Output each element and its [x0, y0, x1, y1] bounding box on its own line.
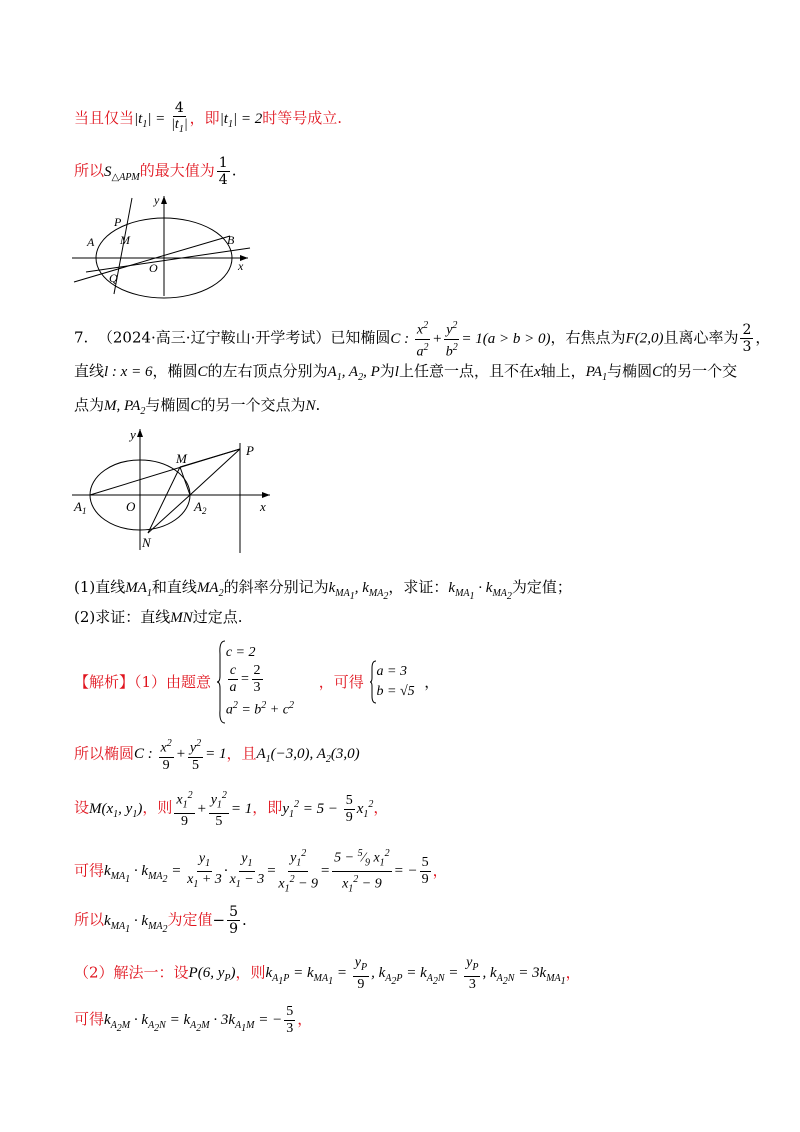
text-segment: 所以椭圆 [74, 744, 135, 763]
question-1: (1)直线$MA_1$和直线$MA_2$的斜率分别记为$k_{MA_1}$, $k_{MA_2}$，求证：$k_{MA_1} \cdot k_{MA_2}$为定值； [74, 578, 572, 602]
text-segment: 和直线 [151, 578, 197, 596]
text-segment: 的左右顶点分别为 [207, 362, 328, 380]
figure-ellipse-1 [70, 190, 260, 300]
solution-intro: 【解析】（1）由题意 c = 2 $\frac{c}{a}$ = $\frac{2}{3}$ $a^2 = b^2 + c^2$ ，可得 a = 3 b = √5 ， [74, 640, 439, 724]
text-segment: (2)求证：直线 [74, 608, 171, 626]
text-segment: 可得 [74, 861, 105, 880]
label-x: x [238, 259, 244, 273]
text-segment: ，右焦点为 [550, 328, 626, 347]
text-segment: 可得 [74, 1009, 105, 1028]
problem-7-line-2: 直线l : x = 6，椭圆C的左右顶点分别为$A_1$, $A_2$, P为l上任意一点，且不在x轴上，$PA_1$与椭圆C的另一个交 [74, 362, 738, 383]
label-M: M [120, 233, 130, 247]
solution-product: 可得$k_{MA_1} \cdot k_{MA_2}$ = $\frac{y_1}{x_1 + 3}$ · $\frac{y_1}{x_1 - 3}$ = $\frac{y_1^2}{x_1^2 - 9}$ = $\frac{5 - ^5⁄_9 x_1^2}{x_1^2 - 9}$ = − $\frac{5}{9}$ ， [74, 848, 448, 895]
text-segment: ，即 [252, 798, 283, 817]
problem-7-line-3: 点为M, $PA_2$与椭圆C的另一个交点为N. [74, 396, 321, 417]
text-segment: 为定值； [511, 578, 572, 596]
math-frac-4-over-t1: $\frac{4}{|t_1|}$ [171, 100, 188, 135]
text-segment: 时等号成立. [262, 108, 343, 127]
label-x: x [260, 499, 266, 514]
label-N: N [142, 535, 151, 550]
text-segment: ，且 [226, 744, 257, 763]
text-segment: 点为 [74, 396, 105, 414]
figure-ellipse-2 [70, 425, 280, 555]
text-segment: （1）由题意 [134, 673, 212, 691]
label-O: O [126, 499, 136, 514]
text-segment: 为 [379, 362, 395, 380]
label-y: y [130, 427, 136, 442]
line-max-area: 所以$S_{\triangle APM}$的最大值为 $\frac{1}{4}$ . [74, 155, 237, 188]
problem-source: （2024·高三·辽宁鞍山·开学考试）已知椭圆 [97, 328, 391, 347]
text-segment: 的斜率分别记为 [223, 578, 329, 596]
text-segment: 且离心率为 [663, 328, 739, 347]
text-segment: (1)直线 [74, 578, 126, 596]
text-segment: ，可得 [318, 673, 364, 691]
question-2: (2)求证：直线MN过定点. [74, 608, 243, 626]
label-P: P [246, 443, 254, 458]
solution-constant: 所以$k_{MA_1} \cdot k_{MA_2}$为定值− $\frac{5}{9}$ . [74, 904, 247, 937]
text-segment: 的另一个交点为 [200, 396, 306, 414]
math-system-1: c = 2 $\frac{c}{a}$ = $\frac{2}{3}$ $a^2 = b^2 + c^2$ [216, 640, 294, 724]
label-M: M [176, 451, 187, 466]
label-A2: $A_2$ [194, 499, 207, 516]
text-segment: 为定值 [167, 910, 213, 929]
text-segment: 所以 [74, 910, 105, 929]
text-segment: 轴上， [540, 362, 586, 380]
text-segment: ，椭圆 [152, 362, 198, 380]
text-segment: 当且仅当 [74, 108, 135, 127]
text-segment: 的另一个交 [662, 362, 738, 380]
text-segment: （2）解法一：设 [74, 963, 189, 982]
text-segment: 所以 [74, 161, 105, 180]
text-segment: 设 [74, 798, 90, 817]
math-frac-2-3: $\frac{2}{3}$ [742, 322, 752, 356]
math-abs-t1: $|t_1|$ = [134, 110, 170, 130]
text-segment: ，求证： [388, 578, 449, 596]
math-area-apm: $S_{\triangle APM}$ [104, 163, 140, 183]
solution-point-m: 设$M(x_1$, $y_1$)，则 $\frac{x_1^2}{9}$ + $\frac{y_1^2}{5}$ = 1，即$y_1^2 = 5$ − $\frac{5}{9}$ $x_1^2$， [74, 790, 389, 830]
label-Q: Q [109, 271, 118, 285]
solution-final: 可得$k_{A_2M} \cdot k_{A_2N} = k_{A_2M} \cdot 3k_{A_1M}$ = − $\frac{5}{3}$ ， [74, 1004, 313, 1036]
text-segment: ，则 [235, 963, 266, 982]
text-segment: 过定点. [192, 608, 243, 626]
label-O: O [149, 261, 158, 275]
label-B: B [227, 233, 235, 247]
text-segment: 与椭圆 [607, 362, 653, 380]
math-line-l: l : x = 6 [104, 364, 153, 380]
text-segment: 与椭圆 [145, 396, 191, 414]
problem-number: 7. [74, 328, 89, 347]
math-system-2: a = 3 b = √5 [369, 660, 415, 704]
solution-part-2: （2）解法一：设P(6, $y_P$)，则$k_{A_1P} = k_{MA_1}$ = $\frac{y_P}{9}$ , $k_{A_2P} = k_{A_2N}$ = $\frac{y_P}{3}$ , $k_{A_2N} = 3k_{MA_1}$， [74, 955, 581, 992]
label-y: y [154, 193, 160, 207]
math-t1-eq-2: $|t_1| = 2$ [219, 110, 263, 130]
text-segment: ，则 [142, 798, 173, 817]
problem-7-line-1: 7. （2024·高三·辽宁鞍山·开学考试）已知椭圆C : $\frac{x^2}{a^2}$ + $\frac{y^2}{b^2}$ = 1(a > b > 0)，右焦点为F(2,0)且离心率为 $\frac{2}{3}$ ， [74, 320, 771, 360]
line-equality-condition: 当且仅当$|t_1|$ = $\frac{4}{|t_1|}$ ，即$|t_1| = 2$时等号成立. [74, 100, 342, 138]
text-segment: 的最大值为 [139, 161, 215, 180]
text-segment: 直线 [74, 362, 105, 380]
label-P: P [114, 215, 122, 229]
math-ellipse-eq: C : $\frac{x^2}{a^2}$ + $\frac{y^2}{b^2}$ = 1(a > b > 0) [390, 320, 551, 360]
math-vertices: $A_1$, $A_2$, P [327, 364, 380, 383]
label-A: A [87, 235, 95, 249]
solution-tag: 【解析】 [74, 673, 135, 691]
solution-ellipse: 所以椭圆C : $\frac{x^2}{9}$ + $\frac{y^2}{5}$ = 1，且$A_1(-3,0)$, $A_2(3,0)$ [74, 738, 360, 773]
label-A1: $A_1$ [74, 499, 87, 516]
text-segment: 上任意一点，且不在 [398, 362, 534, 380]
math-frac-1-4: $\frac{1}{4}$ [218, 155, 228, 188]
math-focus: F(2,0) [625, 330, 664, 347]
